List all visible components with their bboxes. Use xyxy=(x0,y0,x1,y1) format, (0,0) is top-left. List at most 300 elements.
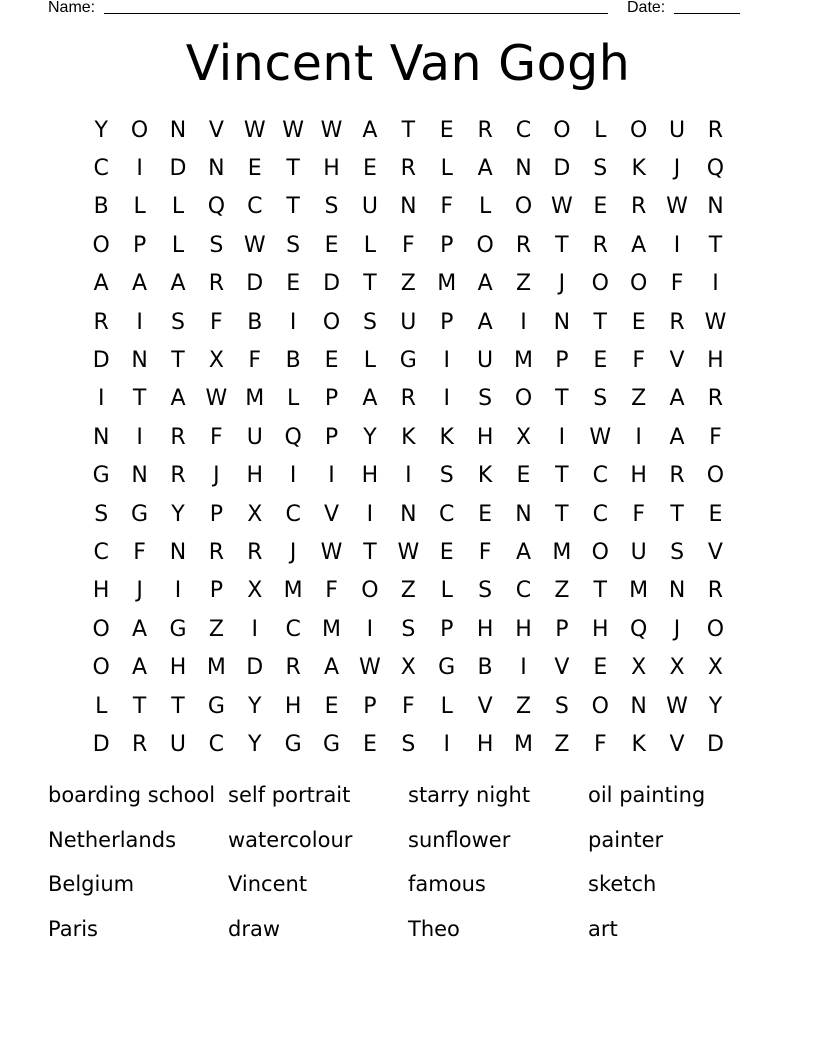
grid-cell[interactable]: I xyxy=(136,309,143,335)
grid-cell[interactable]: R xyxy=(707,386,724,412)
grid-cell[interactable]: I xyxy=(673,232,681,258)
grid-cell[interactable]: Z xyxy=(400,271,416,297)
grid-cell[interactable]: A xyxy=(170,271,186,297)
grid-cell[interactable]: H xyxy=(246,463,264,489)
grid-cell[interactable]: H xyxy=(361,463,379,489)
grid-cell[interactable]: L xyxy=(363,232,377,258)
grid-cell[interactable]: F xyxy=(670,271,684,297)
grid-cell[interactable]: N xyxy=(515,501,532,527)
grid-cell[interactable]: K xyxy=(631,731,646,757)
grid-cell[interactable]: T xyxy=(670,501,684,527)
grid-cell[interactable]: E xyxy=(593,194,608,220)
grid-cell[interactable]: R xyxy=(170,463,186,489)
grid-cell[interactable]: A xyxy=(132,616,148,642)
grid-cell[interactable]: A xyxy=(477,309,493,335)
grid-cell[interactable]: M xyxy=(514,731,533,757)
grid-cell[interactable]: G xyxy=(131,501,149,527)
grid-cell[interactable]: E xyxy=(593,348,608,374)
grid-cell[interactable]: S xyxy=(286,232,301,258)
grid-cell[interactable]: I xyxy=(136,424,143,450)
grid-cell[interactable]: R xyxy=(515,232,532,258)
grid-cell[interactable]: V xyxy=(208,117,224,143)
grid-cell[interactable]: L xyxy=(363,348,377,374)
grid-cell[interactable]: T xyxy=(555,501,569,527)
grid-cell[interactable]: N xyxy=(169,539,187,565)
grid-cell[interactable]: N xyxy=(400,194,417,220)
grid-cell[interactable]: J xyxy=(136,578,143,604)
grid-cell[interactable]: E xyxy=(439,539,454,565)
grid-cell[interactable]: U xyxy=(169,731,187,757)
grid-cell[interactable]: U xyxy=(477,348,494,374)
grid-cell[interactable]: F xyxy=(401,693,415,719)
grid-cell[interactable]: R xyxy=(247,539,263,565)
grid-cell[interactable]: T xyxy=(593,578,607,604)
grid-cell[interactable]: R xyxy=(208,539,225,565)
grid-cell[interactable]: A xyxy=(170,386,186,412)
grid-cell[interactable]: I xyxy=(97,386,105,412)
grid-cell[interactable]: C xyxy=(285,501,301,527)
grid-cell[interactable]: O xyxy=(591,271,609,297)
word-bank-item: self portrait xyxy=(228,783,351,807)
grid-cell[interactable]: I xyxy=(443,348,450,374)
grid-cell[interactable]: L xyxy=(440,578,453,604)
grid-cell[interactable]: W xyxy=(243,117,266,143)
grid-cell[interactable]: R xyxy=(669,309,685,335)
grid-cell[interactable]: I xyxy=(520,655,527,681)
date-blank-line[interactable] xyxy=(674,13,740,14)
grid-cell[interactable]: L xyxy=(133,194,146,220)
grid-cell[interactable]: T xyxy=(171,693,185,719)
grid-cell[interactable]: D xyxy=(246,271,264,297)
grid-cell[interactable]: Y xyxy=(248,693,262,719)
grid-cell[interactable]: N xyxy=(553,309,571,335)
grid-cell[interactable]: E xyxy=(593,655,608,681)
grid-cell[interactable]: S xyxy=(670,539,685,565)
grid-cell[interactable]: R xyxy=(592,232,608,258)
grid-cell[interactable]: N xyxy=(400,501,417,527)
grid-cell[interactable]: Q xyxy=(706,156,725,182)
grid-cell[interactable]: V xyxy=(707,539,723,565)
grid-cell[interactable]: K xyxy=(439,424,454,450)
grid-cell[interactable]: F xyxy=(210,424,223,450)
grid-cell[interactable]: I xyxy=(289,463,297,489)
grid-cell[interactable]: H xyxy=(92,578,110,604)
grid-cell[interactable]: W xyxy=(551,194,573,220)
grid-cell[interactable]: Q xyxy=(630,616,648,642)
grid-cell[interactable]: E xyxy=(362,156,377,182)
grid-cell[interactable]: A xyxy=(477,156,493,182)
grid-cell[interactable]: T xyxy=(708,232,723,258)
grid-cell[interactable]: T xyxy=(363,539,377,565)
grid-cell[interactable]: X xyxy=(669,655,685,681)
grid-cell[interactable]: C xyxy=(515,117,532,143)
grid-cell[interactable]: A xyxy=(669,424,685,450)
grid-cell[interactable]: E xyxy=(708,501,723,527)
grid-cell[interactable]: S xyxy=(593,386,608,412)
grid-cell[interactable]: O xyxy=(706,616,725,642)
grid-cell[interactable]: J xyxy=(673,156,681,182)
grid-cell[interactable]: C xyxy=(93,156,109,182)
grid-cell[interactable]: A xyxy=(669,386,685,412)
grid-cell[interactable]: P xyxy=(555,348,569,374)
grid-cell[interactable]: I xyxy=(520,309,527,335)
grid-cell[interactable]: L xyxy=(171,194,185,220)
grid-cell[interactable]: R xyxy=(93,309,109,335)
word-bank-item: Theo xyxy=(408,916,460,941)
grid-cell[interactable]: M xyxy=(206,655,226,681)
grid-cell[interactable]: Z xyxy=(554,731,570,757)
grid-cell[interactable]: I xyxy=(558,424,566,450)
grid-cell[interactable]: S xyxy=(401,616,416,642)
grid-cell[interactable]: Y xyxy=(363,424,377,450)
grid-cell[interactable]: O xyxy=(591,693,609,719)
grid-cell[interactable]: X xyxy=(247,501,263,527)
grid-cell[interactable]: T xyxy=(132,693,147,719)
grid-cell[interactable]: L xyxy=(478,194,492,220)
grid-cell[interactable]: L xyxy=(440,156,453,182)
grid-cell[interactable]: L xyxy=(287,386,300,412)
grid-cell[interactable]: I xyxy=(405,463,412,489)
grid-cell[interactable]: V xyxy=(554,655,570,681)
grid-cell[interactable]: I xyxy=(328,463,335,489)
grid-cell[interactable]: C xyxy=(592,501,608,527)
grid-cell[interactable]: S xyxy=(401,731,416,757)
grid-cell[interactable]: R xyxy=(208,271,225,297)
grid-cell[interactable]: R xyxy=(400,156,416,182)
grid-cell[interactable]: S xyxy=(170,309,185,335)
grid-cell[interactable]: T xyxy=(286,194,300,220)
grid-cell[interactable]: H xyxy=(515,616,532,642)
grid-cell[interactable]: X xyxy=(707,655,723,681)
grid-cell[interactable]: N xyxy=(630,693,647,719)
grid-cell[interactable]: J xyxy=(558,271,566,297)
grid-cell[interactable]: D xyxy=(92,348,110,374)
grid-cell[interactable]: R xyxy=(170,424,186,450)
grid-cell[interactable]: H xyxy=(630,463,647,489)
grid-cell[interactable]: R xyxy=(400,386,416,412)
grid-cell[interactable]: X xyxy=(515,424,532,450)
grid-cell[interactable]: T xyxy=(401,117,416,143)
grid-cell[interactable]: C xyxy=(93,539,109,565)
grid-cell[interactable]: M xyxy=(245,386,265,412)
grid-cell[interactable]: U xyxy=(669,117,686,143)
grid-cell[interactable]: H xyxy=(592,616,609,642)
grid-cell[interactable]: W xyxy=(320,117,343,143)
grid-cell[interactable]: G xyxy=(169,616,187,642)
grid-cell[interactable]: R xyxy=(131,731,148,757)
grid-cell[interactable]: F xyxy=(478,539,492,565)
grid-cell[interactable]: E xyxy=(516,463,531,489)
grid-cell[interactable]: Q xyxy=(207,194,226,220)
grid-cell[interactable]: O xyxy=(630,271,648,297)
grid-cell[interactable]: Z xyxy=(400,578,416,604)
grid-cell[interactable]: Y xyxy=(708,693,723,719)
grid-cell[interactable]: S xyxy=(324,194,339,220)
grid-cell[interactable]: U xyxy=(246,424,263,450)
grid-cell[interactable]: H xyxy=(476,731,494,757)
grid-cell[interactable]: N xyxy=(208,156,225,182)
grid-cell[interactable]: Z xyxy=(515,271,532,297)
grid-cell[interactable]: Y xyxy=(248,731,262,757)
grid-cell[interactable]: F xyxy=(210,309,223,335)
grid-cell[interactable]: A xyxy=(324,655,340,681)
grid-cell[interactable]: C xyxy=(592,463,608,489)
name-label: Name: xyxy=(48,0,96,16)
grid-cell[interactable]: M xyxy=(283,578,303,604)
grid-cell[interactable]: J xyxy=(673,616,681,642)
grid-cell[interactable]: I xyxy=(443,386,450,412)
grid-cell[interactable]: U xyxy=(361,194,378,220)
grid-cell[interactable]: R xyxy=(631,194,647,220)
grid-cell[interactable]: K xyxy=(477,463,493,489)
grid-cell[interactable]: O xyxy=(514,194,533,220)
grid-cell[interactable]: I xyxy=(443,731,450,757)
grid-cell[interactable]: P xyxy=(209,578,223,604)
letter-grid xyxy=(82,111,735,764)
grid-cell[interactable]: E xyxy=(286,271,301,297)
grid-cell[interactable]: P xyxy=(209,501,223,527)
grid-cell[interactable]: O xyxy=(706,463,725,489)
grid-cell[interactable]: R xyxy=(477,117,493,143)
grid-cell[interactable]: L xyxy=(95,693,108,719)
grid-cell[interactable]: M xyxy=(437,271,457,297)
grid-cell[interactable]: T xyxy=(593,309,607,335)
grid-cell[interactable]: B xyxy=(477,655,493,681)
grid-cell[interactable]: W xyxy=(320,539,343,565)
grid-cell[interactable]: I xyxy=(174,578,182,604)
grid-cell[interactable]: O xyxy=(361,578,379,604)
grid-cell[interactable]: V xyxy=(324,501,340,527)
grid-cell[interactable]: C xyxy=(439,501,455,527)
grid-cell[interactable]: B xyxy=(247,309,263,335)
grid-cell[interactable]: E xyxy=(478,501,493,527)
grid-cell[interactable]: F xyxy=(133,539,146,565)
grid-cell[interactable]: A xyxy=(477,271,493,297)
grid-cell[interactable]: I xyxy=(635,424,642,450)
grid-cell[interactable]: T xyxy=(286,156,300,182)
grid-cell[interactable]: M xyxy=(322,616,342,642)
grid-cell[interactable]: A xyxy=(132,655,148,681)
grid-cell[interactable]: O xyxy=(322,309,341,335)
grid-cell[interactable]: W xyxy=(666,693,688,719)
grid-cell[interactable]: T xyxy=(555,232,569,258)
grid-cell[interactable]: S xyxy=(593,156,608,182)
grid-cell[interactable]: R xyxy=(707,117,724,143)
grid-cell[interactable]: Z xyxy=(554,578,570,604)
word-bank-item: Belgium xyxy=(48,872,135,896)
grid-cell[interactable]: P xyxy=(132,232,147,258)
grid-cell[interactable]: L xyxy=(594,117,607,143)
grid-cell[interactable]: P xyxy=(363,693,377,719)
word-bank-item: sketch xyxy=(588,872,657,896)
grid-cell[interactable]: N xyxy=(131,463,148,489)
grid-cell[interactable]: W xyxy=(666,194,688,220)
grid-cell[interactable]: R xyxy=(707,578,724,604)
date-label: Date: xyxy=(627,0,666,16)
grid-cell[interactable]: E xyxy=(631,309,646,335)
grid-cell[interactable]: R xyxy=(669,463,685,489)
grid-cell[interactable]: I xyxy=(289,309,297,335)
grid-cell[interactable]: T xyxy=(363,271,377,297)
grid-cell[interactable]: M xyxy=(629,578,649,604)
grid-cell[interactable]: A xyxy=(362,117,378,143)
grid-cell[interactable]: O xyxy=(130,117,149,143)
grid-cell[interactable]: E xyxy=(247,156,262,182)
grid-cell[interactable]: C xyxy=(208,731,225,757)
grid-cell[interactable]: D xyxy=(323,271,341,297)
grid-cell[interactable]: W xyxy=(397,539,420,565)
grid-cell[interactable]: N xyxy=(668,578,686,604)
grid-cell[interactable]: F xyxy=(401,232,415,258)
header-line xyxy=(48,0,748,20)
grid-cell[interactable]: N xyxy=(169,117,187,143)
grid-cell[interactable]: G xyxy=(284,731,302,757)
grid-cell[interactable]: F xyxy=(248,348,262,374)
grid-cell[interactable]: K xyxy=(631,156,646,182)
grid-cell[interactable]: A xyxy=(631,232,647,258)
grid-cell[interactable]: D xyxy=(169,156,187,182)
grid-cell[interactable]: W xyxy=(359,655,381,681)
grid-cell[interactable]: G xyxy=(399,348,417,374)
grid-cell[interactable]: L xyxy=(440,693,453,719)
grid-cell[interactable]: P xyxy=(324,386,339,412)
grid-cell[interactable]: M xyxy=(552,539,572,565)
grid-cell[interactable]: S xyxy=(554,693,569,719)
grid-cell[interactable]: L xyxy=(171,232,185,258)
grid-cell[interactable]: H xyxy=(476,616,494,642)
grid-cell[interactable]: X xyxy=(400,655,416,681)
grid-cell[interactable]: N xyxy=(515,156,532,182)
grid-cell[interactable]: Z xyxy=(631,386,647,412)
grid-cell[interactable]: J xyxy=(289,539,297,565)
grid-cell[interactable]: U xyxy=(400,309,417,335)
grid-cell[interactable]: F xyxy=(632,501,645,527)
grid-cell[interactable]: X xyxy=(247,578,263,604)
grid-cell[interactable]: W xyxy=(704,309,727,335)
grid-cell[interactable]: O xyxy=(514,386,533,412)
grid-cell[interactable]: C xyxy=(247,194,263,220)
grid-cell[interactable]: S xyxy=(209,232,224,258)
grid-cell[interactable]: O xyxy=(476,232,494,258)
grid-cell[interactable]: N xyxy=(707,194,724,220)
grid-cell[interactable]: X xyxy=(208,348,224,374)
grid-cell[interactable]: S xyxy=(362,309,377,335)
grid-cell[interactable]: V xyxy=(669,731,685,757)
grid-cell[interactable]: O xyxy=(591,539,609,565)
grid-cell[interactable]: U xyxy=(630,539,647,565)
grid-cell[interactable]: Y xyxy=(171,501,185,527)
name-blank-line[interactable] xyxy=(104,13,608,14)
grid-cell[interactable]: M xyxy=(514,348,533,374)
grid-cell[interactable]: F xyxy=(632,348,645,374)
grid-cell[interactable]: P xyxy=(440,616,454,642)
grid-cell[interactable]: W xyxy=(205,386,228,412)
grid-cell[interactable]: O xyxy=(92,616,110,642)
grid-cell[interactable]: H xyxy=(707,348,724,374)
grid-cell[interactable]: G xyxy=(207,693,225,719)
grid-cell[interactable]: I xyxy=(366,616,374,642)
grid-cell[interactable]: T xyxy=(555,386,569,412)
grid-cell[interactable]: T xyxy=(555,463,569,489)
word-bank-item: painter xyxy=(588,827,664,852)
grid-cell[interactable]: P xyxy=(440,309,454,335)
grid-cell[interactable]: C xyxy=(285,616,301,642)
grid-cell[interactable]: E xyxy=(324,232,339,258)
grid-cell[interactable]: I xyxy=(251,616,258,642)
grid-cell[interactable]: V xyxy=(477,693,493,719)
grid-cell[interactable]: G xyxy=(323,731,341,757)
grid-cell[interactable]: S xyxy=(478,578,493,604)
grid-cell[interactable]: I xyxy=(712,271,719,297)
grid-cell[interactable]: Z xyxy=(515,693,532,719)
grid-cell[interactable]: Z xyxy=(208,616,224,642)
grid-cell[interactable]: S xyxy=(439,463,454,489)
grid-cell[interactable]: W xyxy=(589,424,612,450)
grid-cell[interactable]: C xyxy=(515,578,532,604)
grid-cell[interactable]: E xyxy=(439,117,454,143)
grid-cell[interactable]: A xyxy=(362,386,378,412)
grid-cell[interactable]: E xyxy=(324,348,339,374)
grid-cell[interactable]: D xyxy=(92,731,110,757)
grid-cell[interactable]: F xyxy=(440,194,454,220)
grid-cell[interactable]: D xyxy=(246,655,264,681)
grid-cell[interactable]: S xyxy=(478,386,493,412)
grid-cell[interactable]: F xyxy=(709,424,722,450)
grid-cell[interactable]: O xyxy=(92,655,110,681)
grid-cell[interactable]: D xyxy=(553,156,571,182)
grid-cell[interactable]: N xyxy=(92,424,110,450)
grid-cell[interactable]: V xyxy=(669,348,685,374)
grid-cell[interactable]: H xyxy=(476,424,494,450)
grid-cell[interactable]: S xyxy=(94,501,109,527)
grid-cell[interactable]: I xyxy=(136,156,143,182)
grid-cell[interactable]: I xyxy=(366,501,374,527)
grid-cell[interactable]: F xyxy=(593,731,607,757)
grid-cell[interactable]: Y xyxy=(94,117,108,143)
grid-cell[interactable]: A xyxy=(93,271,109,297)
grid-cell[interactable]: W xyxy=(243,232,266,258)
grid-cell[interactable]: B xyxy=(93,194,109,220)
grid-cell[interactable]: X xyxy=(631,655,647,681)
grid-cell[interactable]: P xyxy=(555,616,569,642)
grid-cell[interactable]: N xyxy=(131,348,148,374)
grid-cell[interactable]: K xyxy=(401,424,416,450)
grid-cell[interactable]: T xyxy=(171,348,185,374)
grid-cell[interactable]: E xyxy=(362,731,377,757)
grid-cell[interactable]: A xyxy=(132,271,148,297)
grid-cell[interactable]: G xyxy=(438,655,456,681)
grid-cell[interactable]: F xyxy=(325,578,338,604)
grid-cell[interactable]: B xyxy=(285,348,301,374)
grid-cell[interactable]: P xyxy=(324,424,339,450)
grid-cell[interactable]: G xyxy=(92,463,110,489)
grid-cell[interactable]: H xyxy=(284,693,302,719)
grid-cell[interactable]: H xyxy=(169,655,187,681)
grid-cell[interactable]: O xyxy=(92,232,110,258)
grid-cell[interactable]: T xyxy=(132,386,147,412)
grid-cell[interactable]: P xyxy=(440,232,454,258)
grid-cell[interactable]: E xyxy=(324,693,339,719)
grid-cell[interactable]: A xyxy=(515,539,532,565)
grid-cell[interactable]: O xyxy=(630,117,648,143)
grid-cell[interactable]: W xyxy=(282,117,305,143)
grid-cell[interactable]: Q xyxy=(284,424,302,450)
grid-cell[interactable]: J xyxy=(213,463,220,489)
grid-cell[interactable]: O xyxy=(553,117,571,143)
grid-cell[interactable]: H xyxy=(323,156,340,182)
grid-cell[interactable]: D xyxy=(706,731,724,757)
grid-cell[interactable]: R xyxy=(285,655,301,681)
